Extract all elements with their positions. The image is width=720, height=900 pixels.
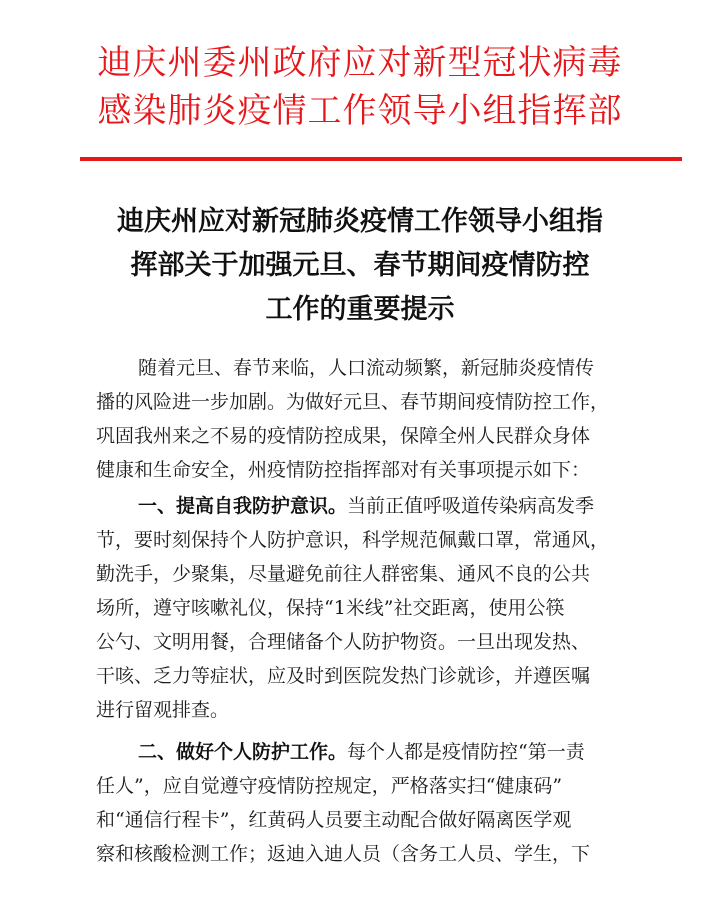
section-1-heading: 一、提高自我防护意识。 bbox=[138, 495, 348, 517]
section-1-line: 场所，遵守咳嗽礼仪，保持“1米线”社交距离，使用公筷 bbox=[96, 597, 565, 619]
section-1-first-line-text: 当前正值呼吸道传染病高发季 bbox=[347, 495, 595, 517]
document-title-line-2: 挥部关于加强元旦、春节期间疫情防控 bbox=[130, 250, 590, 281]
issuer-name-line-1: 迪庆州委州政府应对新型冠状病毒 bbox=[97, 43, 623, 83]
section-1-line: 节，要时刻保持个人防护意识，科学规范佩戴口罩，常通风， bbox=[96, 529, 610, 551]
intro-line-3: 巩固我州来之不易的疫情防控成果，保障全州人民群众身体 bbox=[96, 425, 591, 447]
intro-line-1: 随着元旦、春节来临，人口流动频繁，新冠肺炎疫情传 bbox=[138, 357, 595, 379]
section-2-heading: 二、做好个人防护工作。 bbox=[138, 741, 348, 763]
issuer-name-line-2: 感染肺炎疫情工作领导小组指挥部 bbox=[97, 91, 623, 131]
section-2-first-line-text: 每个人都是疫情防控“第一责 bbox=[347, 741, 585, 763]
section-2-line: 察和核酸检测工作；返迪入迪人员（含务工人员、学生，下 bbox=[96, 843, 591, 865]
section-1-line: 进行留观排查。 bbox=[96, 699, 230, 721]
section-1-line: 干咳、乏力等症状，应及时到医院发热门诊就诊，并遵医嘱 bbox=[96, 665, 591, 687]
document-title-line-3: 工作的重要提示 bbox=[265, 294, 455, 325]
section-1-line: 公勺、文明用餐，合理储备个人防护物资。一旦出现发热、 bbox=[96, 631, 591, 653]
section-1-first-line bbox=[138, 489, 658, 523]
section-2-line: 和“通信行程卡”，红黄码人员要主动配合做好隔离医学观 bbox=[96, 809, 572, 831]
intro-line-2: 播的风险进一步加剧。为做好元旦、春节期间疫情防控工作， bbox=[96, 391, 610, 413]
document-title-line-1: 迪庆州应对新冠肺炎疫情工作领导小组指 bbox=[117, 206, 603, 237]
section-1-line: 勤洗手，少聚集，尽量避免前往人群密集、通风不良的公共 bbox=[96, 563, 591, 585]
section-2-line: 任人”，应自觉遵守疫情防控规定，严格落实扫“健康码” bbox=[96, 775, 563, 797]
section-2-first-line bbox=[138, 735, 658, 769]
intro-line-4: 健康和生命安全，州疫情防控指挥部对有关事项提示如下： bbox=[96, 459, 591, 481]
red-header-rule bbox=[80, 157, 682, 161]
